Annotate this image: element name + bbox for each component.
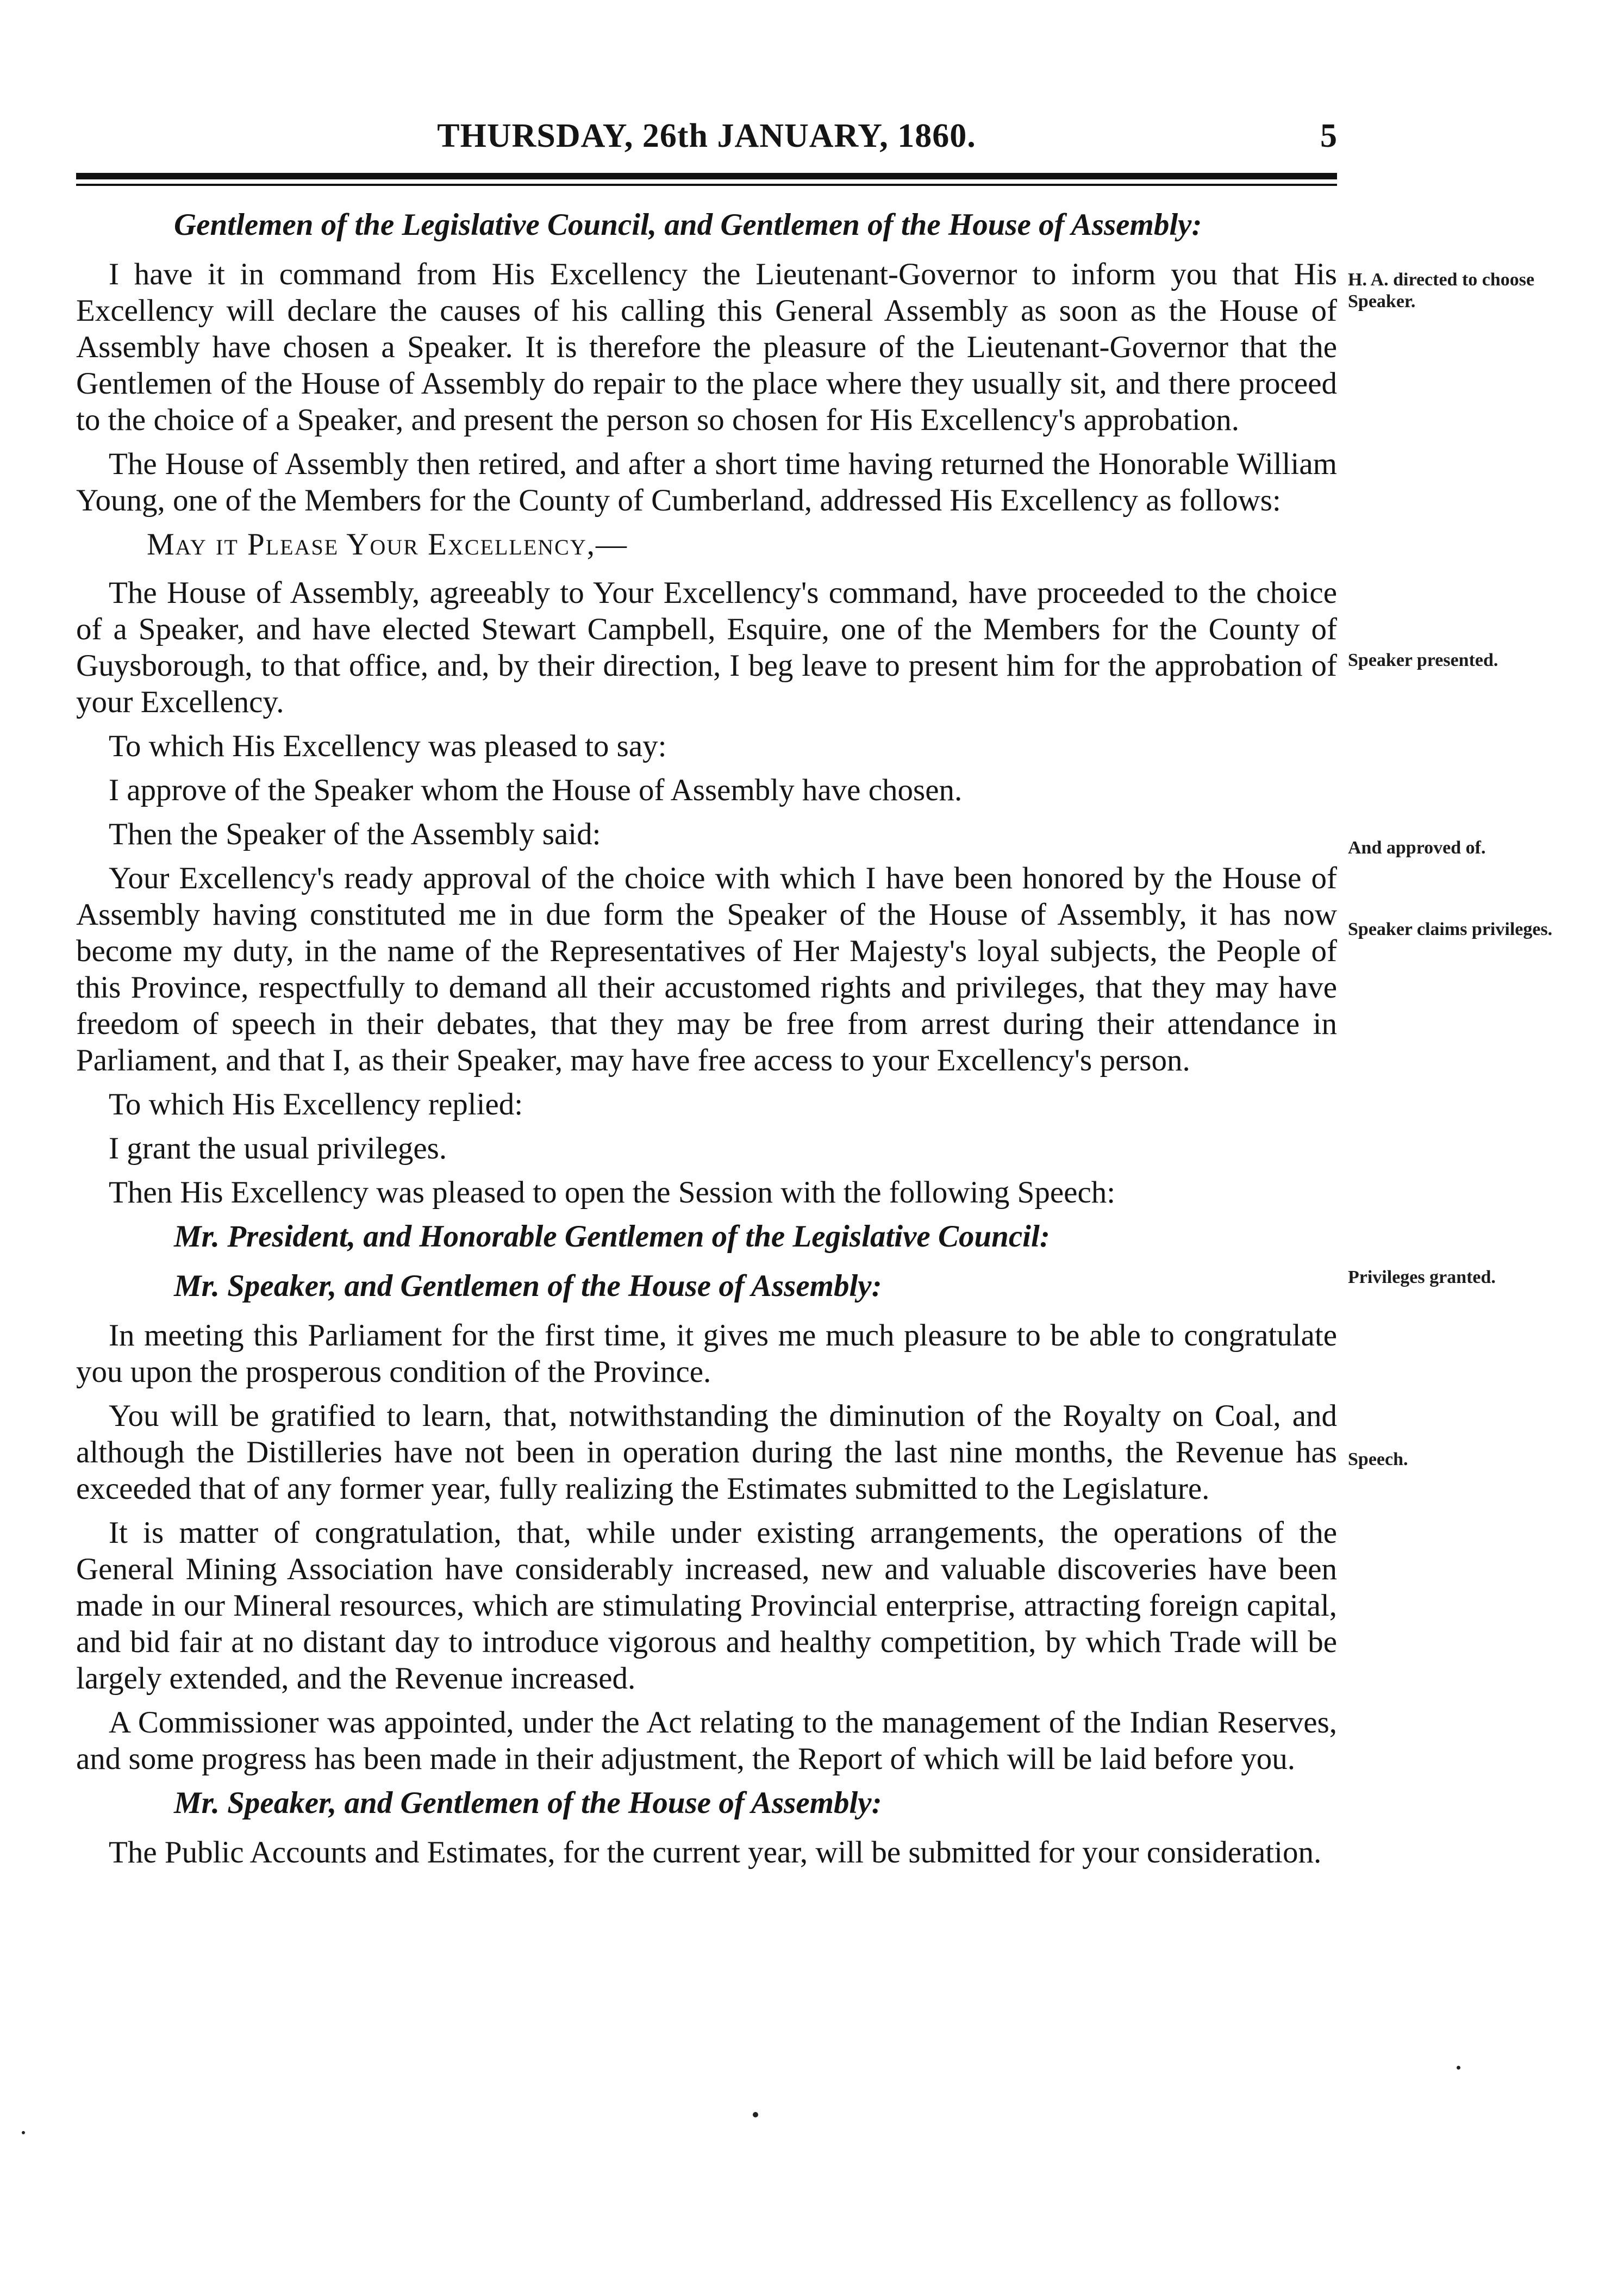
salutation: May it Please Your Excellency,—: [147, 527, 628, 562]
margin-note-directed-to-choose-speaker: H. A. directed to choose Speaker.: [1348, 270, 1535, 311]
address-legislative-council-and-assembly: Gentlemen of the Legislative Council, and Gentlemen of the House of Assembly:: [174, 208, 1202, 242]
header-rule-thick: [76, 173, 1337, 179]
paragraph-mining: It is matter of congratulation, that, while under existing arrangements, the operations of the General Mining Association have considerably increased, new and valuable discoveries have been made in our Mineral resources, which are stimulating Provincial enterprise, attracting foreign capital, and bid fair at no distant day to introduce vigorous and healthy competition, by which Trade will be largely extended, and the Revenue increased.: [76, 1516, 1337, 1696]
page-number: 5: [1320, 117, 1337, 154]
paragraph-approve-speaker: I approve of the Speaker whom the House of Assembly have chosen.: [109, 773, 963, 807]
paragraph-grant-privileges: I grant the usual privileges.: [109, 1131, 447, 1166]
print-speck: [22, 2131, 25, 2134]
paragraph-public-accounts: The Public Accounts and Estimates, for the current year, will be submitted for your consideration.: [109, 1835, 1322, 1870]
margin-note-speaker-claims-privileges: Speaker claims privileges.: [1348, 919, 1553, 939]
paragraph-open-session: Then His Excellency was pleased to open the Session with the following Speech:: [109, 1175, 1116, 1210]
paragraph-speaker-presented: The House of Assembly, agreeably to Your Excellency's command, have proceeded to the choice of a Speaker, and have elected Stewart Campbell, Esquire, one of the Members for the County of Guysborough, to that office, and, by their direction, I beg leave to present him for the approbation of your Excellency.: [76, 576, 1337, 719]
print-speck: [753, 2112, 758, 2117]
paragraph-speaker-claims: Your Excellency's ready approval of the choice with which I have been honored by the House of Assembly having constituted me in due form the Speaker of the House of Assembly, it has now become my duty, in the name of the Representatives of Her Majesty's loyal subjects, the People of this Province, respectfully to demand all their accustomed rights and privileges, that they may have freedom of speech in their debates, that they may be free from arrest during their attendance in Parliament, and that I, as their Speaker, may have free access to your Excellency's person.: [76, 861, 1337, 1077]
paragraph-excellency-replied: To which His Excellency replied:: [109, 1087, 523, 1121]
paragraph-meeting-parliament: In meeting this Parliament for the first time, it gives me much pleasure to be able to congratulate you upon the prosperous condition of the Province.: [76, 1318, 1337, 1389]
paragraph-commissioner: A Commissioner was appointed, under the Act relating to the management of the Indian Reserves, and some progress has been made in their adjustment, the Report of which will be laid before you.: [76, 1705, 1337, 1776]
margin-note-and-approved-of: And approved of.: [1348, 838, 1486, 858]
paragraph-speaker-said: Then the Speaker of the Assembly said:: [109, 817, 601, 851]
paragraph-excellency-say: To which His Excellency was pleased to say:: [109, 729, 667, 763]
margin-note-privileges-granted: Privileges granted.: [1348, 1267, 1496, 1287]
margin-note-speaker-presented: Speaker presented.: [1348, 650, 1498, 670]
address-speaker-assembly: Mr. Speaker, and Gentlemen of the House of Assembly:: [174, 1269, 882, 1303]
margin-note-speech: Speech.: [1348, 1449, 1408, 1469]
print-speck: [1457, 2066, 1460, 2070]
address-speaker-assembly-2: Mr. Speaker, and Gentlemen of the House of Assembly:: [174, 1786, 882, 1820]
paragraph-command: I have it in command from His Excellency the Lieutenant-Governor to inform you that His Excellency will declare the causes of his calling this General Assembly as soon as the House of Assembly have chosen a Speaker. It is therefore the pleasure of the Lieutenant-Governor that the Gentlemen of the House of Assembly do repair to the place where they usually sit, and there proceed to the choice of a Speaker, and present the person so chosen for His Excellency's approbation.: [76, 257, 1337, 437]
paragraph-revenue: You will be gratified to learn, that, notwithstanding the diminution of the Royalty on Coal, and although the Distilleries have not been in operation during the last nine months, the Revenue has exceeded that of any former year, fully realizing the Estimates submitted to the Legislature.: [76, 1399, 1337, 1506]
page-header: [76, 117, 1337, 166]
body-text: [76, 207, 1337, 1878]
paragraph-house-retired: The House of Assembly then retired, and after a short time having returned the Honorable William Young, one of the Members for the County of Cumberland, addressed His Excellency as follows:: [76, 447, 1337, 518]
address-president-council: Mr. President, and Honorable Gentlemen of the Legislative Council:: [174, 1219, 1050, 1254]
header-rule-thin: [76, 184, 1337, 186]
page-title: THURSDAY, 26th JANUARY, 1860.: [437, 117, 976, 154]
